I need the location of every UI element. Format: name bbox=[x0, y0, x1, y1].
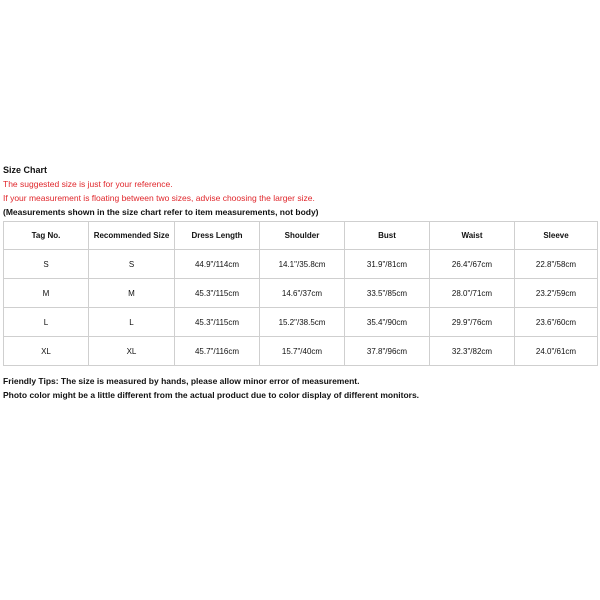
table-row bbox=[4, 279, 598, 308]
reference-note: The suggested size is just for your reference. bbox=[3, 179, 173, 189]
table-row bbox=[4, 337, 598, 366]
size-chart-title: Size Chart bbox=[3, 165, 48, 175]
header-sleeve: Sleeve bbox=[515, 222, 598, 250]
table-cell: 37.8"/96cm bbox=[345, 337, 430, 366]
header-dress-length: Dress Length bbox=[175, 222, 260, 250]
table-cell: 29.9"/76cm bbox=[430, 308, 515, 337]
friendly-tips: Friendly Tips: The size is measured by hands, please allow minor error of measurement. bbox=[3, 376, 360, 386]
table-cell: 33.5"/85cm bbox=[345, 279, 430, 308]
size-table bbox=[3, 221, 598, 366]
table-header-row bbox=[4, 222, 598, 250]
photo-color-note: Photo color might be a little different from the actual product due to color display of different monitors. bbox=[3, 390, 420, 400]
table-cell: 44.9"/114cm bbox=[175, 250, 260, 279]
table-cell: 28.0"/71cm bbox=[430, 279, 515, 308]
table-cell: 31.9"/81cm bbox=[345, 250, 430, 279]
header-recommended-size: Recommended Size bbox=[89, 222, 175, 250]
size-chart-section bbox=[3, 164, 597, 402]
larger-size-note: If your measurement is floating between two sizes, advise choosing the larger size. bbox=[3, 193, 315, 203]
table-cell: 23.2"/59cm bbox=[515, 279, 598, 308]
header-shoulder: Shoulder bbox=[260, 222, 345, 250]
table-cell: 35.4"/90cm bbox=[345, 308, 430, 337]
table-cell: 24.0"/61cm bbox=[515, 337, 598, 366]
table-cell: XL bbox=[4, 337, 89, 366]
measurement-note: (Measurements shown in the size chart refer to item measurements, not body) bbox=[3, 207, 319, 217]
table-cell: 45.3"/115cm bbox=[175, 279, 260, 308]
table-cell: 23.6"/60cm bbox=[515, 308, 598, 337]
table-cell: 32.3"/82cm bbox=[430, 337, 515, 366]
table-row bbox=[4, 250, 598, 279]
table-cell: S bbox=[4, 250, 89, 279]
table-cell: 45.3"/115cm bbox=[175, 308, 260, 337]
table-cell: M bbox=[89, 279, 175, 308]
table-cell: 15.7"/40cm bbox=[260, 337, 345, 366]
table-cell: 45.7"/116cm bbox=[175, 337, 260, 366]
table-cell: S bbox=[89, 250, 175, 279]
header-waist: Waist bbox=[430, 222, 515, 250]
table-cell: XL bbox=[89, 337, 175, 366]
table-cell: 26.4"/67cm bbox=[430, 250, 515, 279]
table-cell: 15.2"/38.5cm bbox=[260, 308, 345, 337]
table-cell: L bbox=[4, 308, 89, 337]
table-cell: 14.1"/35.8cm bbox=[260, 250, 345, 279]
footer-notes bbox=[3, 374, 597, 402]
table-cell: 22.8"/58cm bbox=[515, 250, 598, 279]
header-tag-no: Tag No. bbox=[4, 222, 89, 250]
table-cell: 14.6"/37cm bbox=[260, 279, 345, 308]
table-cell: L bbox=[89, 308, 175, 337]
table-cell: M bbox=[4, 279, 89, 308]
header-bust: Bust bbox=[345, 222, 430, 250]
table-row bbox=[4, 308, 598, 337]
